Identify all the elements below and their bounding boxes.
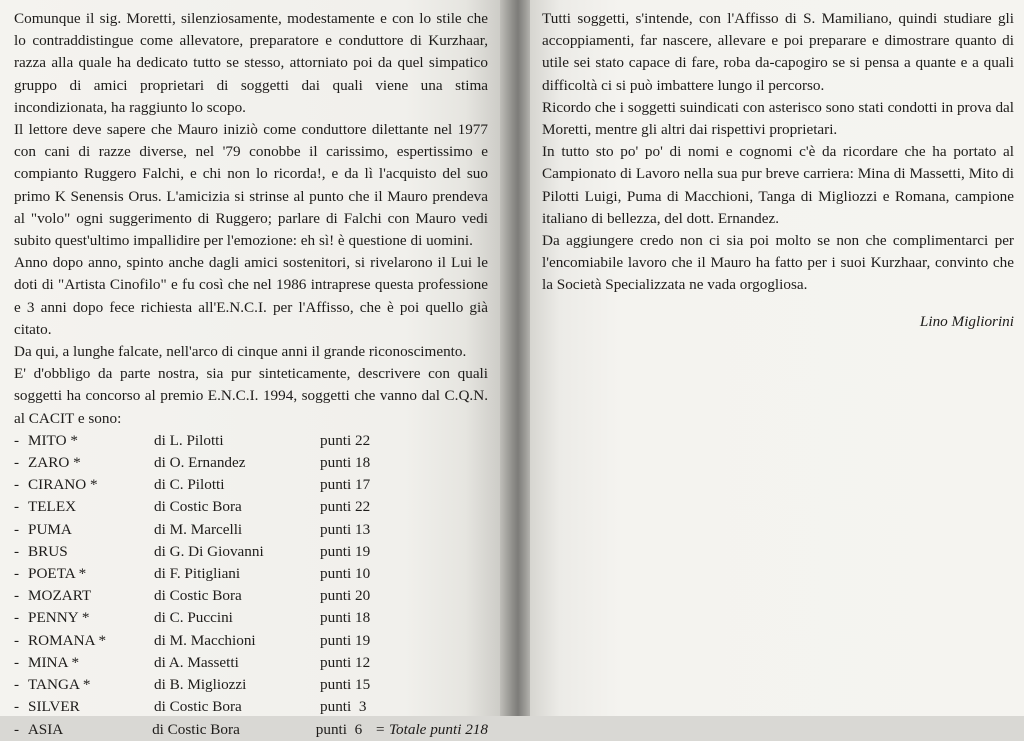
dog-row [14, 474, 488, 496]
right-paragraph-3: In tutto sto po' po' di nomi e cognomi c'è da ricordare che ha portato al Campionato di Lavoro nella sua pur breve carriera: Mina di Massetti, Mito di Pilotti Luigi, Puma di Macchioni, Tanga di Migliozzi e Romana, campione italiano di bellezza, del dott. Ernandez. [542, 143, 1014, 227]
dog-points: punti 22 [320, 498, 371, 516]
dog-owner: di Costic Bora [152, 720, 240, 738]
dog-points: punti 19 [320, 542, 371, 560]
dog-name: TANGA * [28, 676, 91, 694]
dog-dash: - [14, 720, 20, 738]
dog-owner: di Costic Bora [154, 498, 242, 516]
dog-name: MOZART [28, 587, 92, 605]
dog-points: punti 3 [320, 698, 367, 716]
dog-row [14, 585, 488, 607]
dog-owner: di M. Macchioni [154, 631, 256, 649]
dog-name: MINA * [28, 653, 80, 671]
dog-row [14, 430, 488, 452]
dog-row [14, 696, 488, 718]
dog-dash: - [14, 653, 20, 671]
left-paragraph-2: Il lettore deve sapere che Mauro iniziò come conduttore dilettante nel 1977 con cani di razze diverse, nel '79 conobbe il carissimo, espertissimo e compianto Ruggero Falchi, e chi non lo ricorda!, e da lì l'acquisto del suo primo K Senensis Orus. L'amicizia si strinse al punto che il Mauro prendeva al "volo" ogni suggerimento di Ruggero; parlare di Falchi con Mauro vedi subito quest'ultimo impallidire per l'emozione: eh sì! è questione di uomini. [14, 121, 488, 250]
dog-owner: di C. Pilotti [154, 476, 225, 494]
dog-row [14, 719, 488, 741]
dog-owner: di L. Pilotti [154, 431, 224, 449]
dog-row [14, 541, 488, 563]
dog-row [14, 496, 488, 518]
right-paragraph-4: Da aggiungere credo non ci sia poi molto se non che complimentarci per l'encomiabile lavoro che il Mauro ha fatto per i suoi Kurzhaar, convinto che la Società Specializzata ne vada orgogliosa. [542, 232, 1014, 294]
dog-points: punti 18 [320, 454, 371, 472]
left-paragraph-5: E' d'obbligo da parte nostra, sia pur sinteticamente, descrivere con quali soggetti ha concorso al premio E.N.C.I. 1994, soggetti che vanno dal C.Q.N. al CACIT e sono: [14, 365, 488, 427]
left-page [0, 0, 506, 738]
dog-points: punti 10 [320, 565, 371, 583]
dog-row [14, 674, 488, 696]
dog-dash: - [14, 676, 20, 694]
dog-dash: - [14, 476, 20, 494]
dog-dash: - [14, 520, 20, 538]
dog-name: MITO * [28, 431, 78, 449]
dog-dash: - [14, 587, 20, 605]
left-paragraph-3: Anno dopo anno, spinto anche dagli amici sostenitori, si rivelarono il Lui le doti di "Artista Cinofilo" e fu così che nel 1986 intraprese questa professione e 3 anni dopo fece richiesta all'E.N.C.I. per l'Affisso, che è poi quello già citato. [14, 254, 488, 338]
signature: Lino Migliorini [919, 312, 1014, 330]
dog-owner: di M. Marcelli [154, 520, 243, 538]
dog-name: PENNY * [28, 609, 90, 627]
dog-dash: - [14, 454, 20, 472]
dog-points: punti 17 [320, 476, 371, 494]
dog-dash: - [14, 498, 20, 516]
left-paragraph-1: Comunque il sig. Moretti, silenziosamente, modestamente e con lo stile che lo contraddistingue come allevatore, preparatore e conduttore di Kurzhaar, razza alla quale ha dedicato tutto se stesso, attorniato poi da quel simpatico gruppo di amici proprietari di soggetti dai quali viene una stima incondizionata, ha raggiunto lo scopo. [14, 10, 488, 116]
dog-name: BRUS [28, 542, 68, 560]
dog-row [14, 452, 488, 474]
dog-dash: - [14, 631, 20, 649]
dog-row [14, 563, 488, 585]
dog-points: punti 13 [320, 520, 371, 538]
right-page [530, 0, 1024, 716]
dog-dash: - [14, 565, 20, 583]
dog-name: PUMA [28, 520, 72, 538]
dog-owner: di F. Pitigliani [154, 565, 241, 583]
dog-owner: di A. Massetti [154, 653, 239, 671]
left-paragraph-4: Da qui, a lunghe falcate, nell'arco di cinque anni il grande riconoscimento. [14, 343, 467, 361]
right-paragraph-2: Ricordo che i soggetti suindicati con asterisco sono stati condotti in prova dal Moretti, mentre gli altri dai rispettivi proprietari. [542, 98, 1014, 139]
dog-row [14, 630, 488, 652]
total-points: = Totale punti 218 [374, 720, 488, 738]
dog-name: POETA * [28, 565, 87, 583]
dog-owner: di O. Ernandez [154, 454, 246, 472]
dog-points: punti 19 [320, 631, 371, 649]
dog-dash: - [14, 542, 20, 560]
dog-owner: di G. Di Giovanni [154, 542, 264, 560]
dog-name: ASIA [27, 720, 64, 738]
dog-name: CIRANO * [28, 476, 98, 494]
dog-name: ZARO * [28, 454, 81, 472]
dog-points: punti 20 [320, 587, 371, 605]
dog-row [14, 607, 488, 629]
dog-name: TELEX [28, 498, 77, 516]
dog-dash: - [14, 609, 20, 627]
dog-dash: - [14, 698, 20, 716]
dog-owner: di Costic Bora [154, 698, 242, 716]
dog-points: punti 6 [315, 720, 363, 738]
dog-points: punti 12 [320, 653, 371, 671]
dog-row [14, 652, 488, 674]
dog-list [14, 430, 488, 741]
dog-name: SILVER [28, 698, 80, 716]
dog-name: ROMANA * [28, 631, 107, 649]
dog-owner: di Costic Bora [154, 587, 242, 605]
dog-dash: - [14, 431, 20, 449]
right-paragraph-1: Tutti soggetti, s'intende, con l'Affisso di S. Mamiliano, quindi studiare gli accoppiamenti, far nascere, allevare e poi preparare e dimostrare quanto di utile sei stato capace di fare, roba da-capogiro se si pensa a quante e a quali difficoltà ci si può imbattere lungo il percorso. [542, 10, 1014, 94]
dog-points: punti 15 [320, 676, 371, 694]
dog-owner: di C. Puccini [154, 609, 233, 627]
dog-points: punti 22 [320, 431, 371, 449]
dog-owner: di B. Migliozzi [154, 676, 247, 694]
dog-row [14, 519, 488, 541]
dog-points: punti 18 [320, 609, 371, 627]
